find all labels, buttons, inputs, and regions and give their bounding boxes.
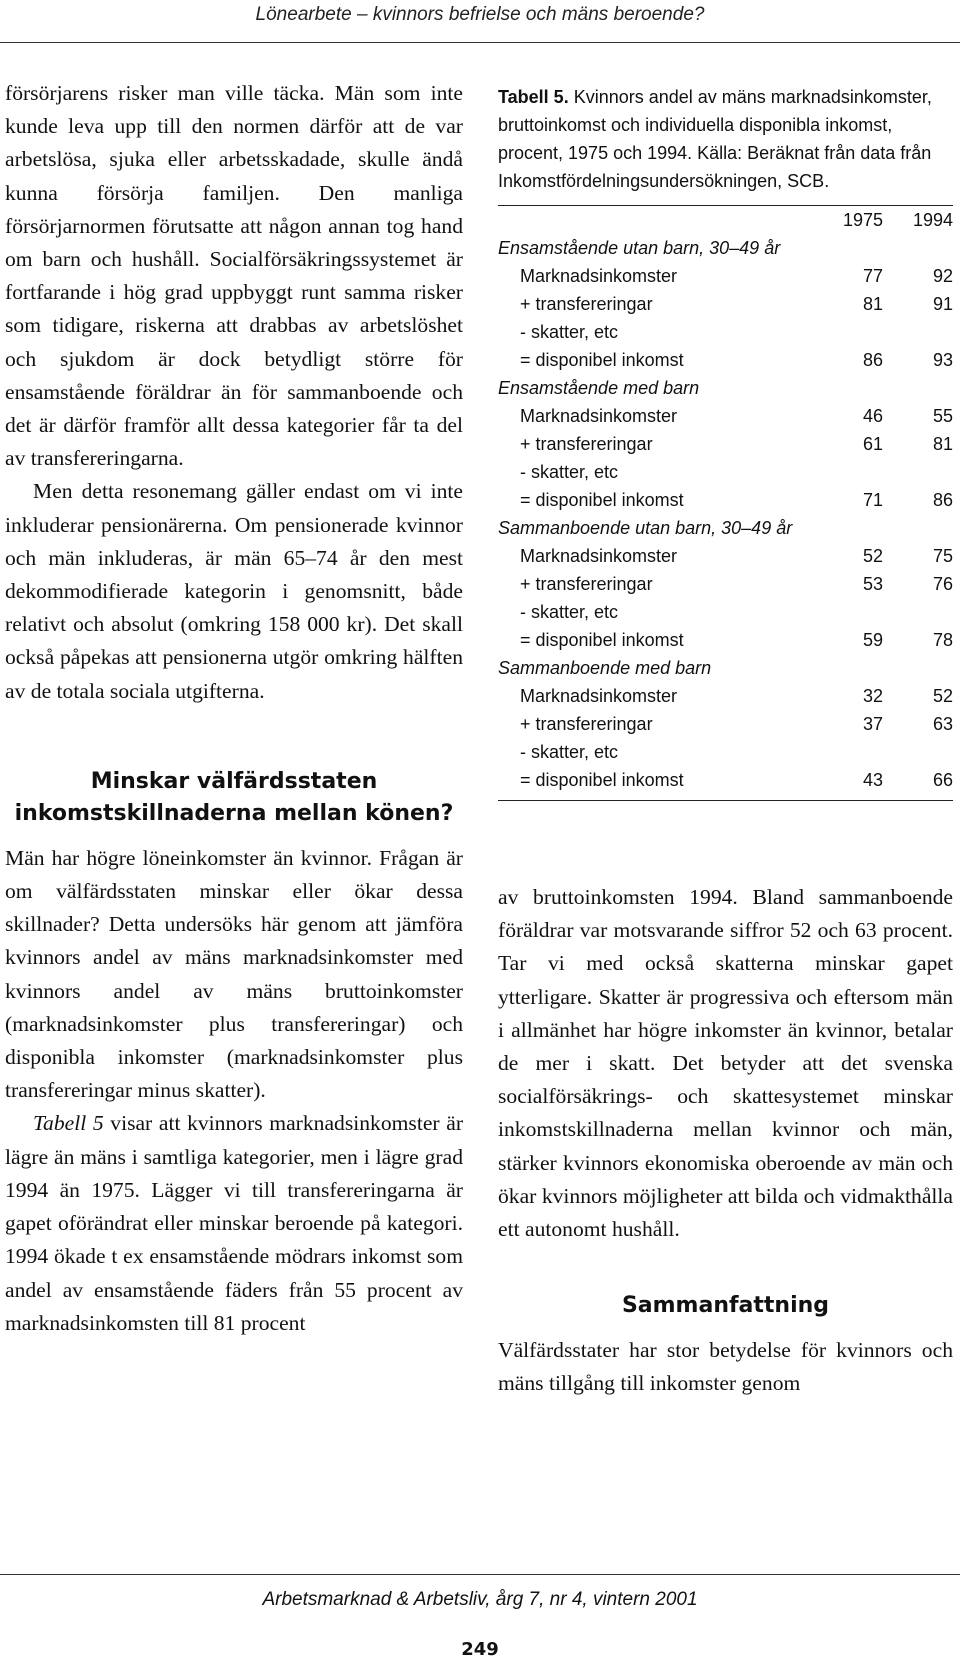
table-row <box>498 598 953 626</box>
cell-1994 <box>883 738 953 766</box>
cell-1994 <box>883 598 953 626</box>
column-header-1975: 1975 <box>842 210 883 230</box>
left-column <box>5 77 463 1340</box>
table-group-title: Sammanboende med barn <box>498 658 712 678</box>
right-column <box>498 83 953 1401</box>
paragraph-text: visar att kvinnors marknadsinkomster är lägre än mäns i samtliga kategorier, men i lägre grad 1994 än 1975. Lägger vi till transfereringarna är gapet oförändrat eller minskar beroende på kategori. 1994 ökade t ex ensamstående mödrars inkomst som andel av ensamstående fäders från 55 procent av marknadsinkomsten till 81 procent <box>5 1111 464 1335</box>
table-row <box>498 430 953 458</box>
row-label: - skatter, etc <box>520 602 619 622</box>
row-label: Marknadsinkomster <box>520 686 678 706</box>
row-label: Marknadsinkomster <box>520 266 678 286</box>
cell-1994: 78 <box>932 630 953 650</box>
table-row <box>498 486 953 514</box>
table-row <box>498 766 953 794</box>
table-header-spacer <box>498 206 813 234</box>
cell-1994: 66 <box>932 770 953 790</box>
table-row <box>498 262 953 290</box>
cell-1994: 52 <box>932 686 953 706</box>
table-row <box>498 346 953 374</box>
cell-1975 <box>813 458 883 486</box>
cell-1975: 77 <box>862 266 883 286</box>
table-row <box>498 738 953 766</box>
cell-1975: 43 <box>862 770 883 790</box>
cell-1975: 61 <box>862 434 883 454</box>
row-label: = disponibel inkomst <box>520 770 684 790</box>
cell-1975: 53 <box>862 574 883 594</box>
cell-1994: 76 <box>932 574 953 594</box>
table-row <box>498 626 953 654</box>
row-label: + transfereringar <box>520 574 653 594</box>
section-heading: Sammanfattning <box>621 1293 830 1319</box>
row-label: = disponibel inkomst <box>520 490 684 510</box>
paragraph: Men detta resonemang gäller endast om vi inte inkluderar pensionärerna. Om pensionerade kvinnor och män inkluderas, är män 65–74 år den mest dekommodifierade kategorin i genomsnitt, både relativt och absolut (omkring 158 000 kr). Det skall också påpekas att pensionerna utgör omkring hälften av de totala sociala utgifterna. <box>5 479 463 703</box>
paragraph: Män har högre löneinkomster än kvinnor. Frågan är om välfärdsstaten minskar eller ökar dessa skillnader? Detta undersöks här genom att jämföra kvinnors andel av mäns marknadsinkomster med kvinnors andel av mäns bruttoinkomster (marknadsinkomster plus transfereringar) och disponibla inkomster (marknadsinkomster plus transfereringar minus skatter). <box>5 845 463 1103</box>
paragraph: försörjarens risker man ville täcka. Män som inte kunde leva upp till den normen därför att de var arbetslösa, sjuka eller arbetsskadade, skulle ändå kunna försörja familjen. Den manliga försörjarnormen förutsatte att någon annan tog hand om barn och hushåll. Socialförsäkringssystemet är fortfarande i hög grad uppbyggt runt samma risker som tidigare, riskerna att drabbas av arbetslöshet och sjukdom är dock betydligt större för ensamstående föräldrar än för sammanboende och det är därför framför allt dessa kategorier får ta del av transfereringarna. <box>5 81 463 471</box>
column-header-1994: 1994 <box>912 210 953 230</box>
cell-1975 <box>813 738 883 766</box>
cell-1994 <box>883 318 953 346</box>
row-label: - skatter, etc <box>520 322 619 342</box>
row-label: = disponibel inkomst <box>520 630 684 650</box>
cell-1994: 75 <box>932 546 953 566</box>
table-row <box>498 290 953 318</box>
cell-1994 <box>883 458 953 486</box>
table-reference: Tabell 5 <box>33 1111 104 1136</box>
cell-1994: 63 <box>932 714 953 734</box>
table-row <box>498 682 953 710</box>
cell-1975: 46 <box>862 406 883 426</box>
page-number: 249 <box>461 1639 499 1660</box>
footer-citation: Arbetsmarknad & Arbetsliv, årg 7, nr 4, vintern 2001 <box>262 1589 698 1610</box>
cell-1994: 91 <box>932 294 953 314</box>
paragraph <box>5 1107 463 1339</box>
cell-1994: 55 <box>932 406 953 426</box>
paragraph: av bruttoinkomsten 1994. Bland sammanboende föräldrar var motsvarande siffror 52 och 63 procent. Tar vi med också skatterna minskar gapet ytterligare. Skatter är progressiva och eftersom män i allmänhet har högre inkomster än kvinnor, betalar de mer i skatt. Det betyder att det svenska socialförsäkrings- och skattesystemet minskar inkomstskillnaderna mellan kvinnor och män, stärker kvinnors ekonomiska oberoende av män och ökar kvinnors möjligheter att bilda och vidmakthålla ett autonomt hushåll. <box>498 885 953 1242</box>
cell-1975 <box>813 598 883 626</box>
table-row <box>498 402 953 430</box>
table-row <box>498 542 953 570</box>
table-group-row <box>498 514 953 542</box>
paragraph: Välfärdsstater har stor betydelse för kvinnors och mäns tillgång till inkomster genom <box>498 1338 953 1396</box>
table-group-title: Ensamstående utan barn, 30–49 år <box>498 238 781 258</box>
table-row <box>498 458 953 486</box>
right-text <box>498 881 953 1401</box>
header-rule <box>0 42 960 43</box>
table-header-row <box>498 206 953 234</box>
row-label: = disponibel inkomst <box>520 350 684 370</box>
cell-1994: 93 <box>932 350 953 370</box>
row-label: Marknadsinkomster <box>520 546 678 566</box>
table-row <box>498 570 953 598</box>
table-row <box>498 318 953 346</box>
table-group-title: Sammanboende utan barn, 30–49 år <box>498 518 793 538</box>
table-label: Tabell 5. <box>498 87 569 107</box>
section-heading: Minskar välfärdsstaten inkomstskillnaderna mellan könen? <box>14 768 454 826</box>
table-group-row <box>498 374 953 402</box>
cell-1975: 52 <box>862 546 883 566</box>
table-row <box>498 710 953 738</box>
cell-1975: 59 <box>862 630 883 650</box>
table-group-row <box>498 654 953 682</box>
footer-rule <box>0 1574 960 1575</box>
row-label: - skatter, etc <box>520 742 619 762</box>
cell-1975: 81 <box>862 294 883 314</box>
cell-1975 <box>813 318 883 346</box>
table-bottom-rule <box>498 800 953 801</box>
cell-1975: 32 <box>862 686 883 706</box>
cell-1975: 37 <box>862 714 883 734</box>
row-label: - skatter, etc <box>520 462 619 482</box>
row-label: + transfereringar <box>520 714 653 734</box>
cell-1994: 81 <box>932 434 953 454</box>
table-group-row <box>498 234 953 262</box>
running-head: Lönearbete – kvinnors befrielse och mäns beroende? <box>255 4 705 25</box>
row-label: Marknadsinkomster <box>520 406 678 426</box>
table-caption <box>498 83 953 195</box>
cell-1994: 92 <box>932 266 953 286</box>
table-caption-text: Kvinnors andel av mäns marknadsinkomster, bruttoinkomst och individuella disponibla inkomst, procent, 1975 och 1994. Källa: Beräknat från data från Inkomstfördelningsundersökningen, SCB. <box>498 87 932 191</box>
table-group-title: Ensamstående med barn <box>498 378 700 398</box>
row-label: + transfereringar <box>520 434 653 454</box>
cell-1975: 71 <box>862 490 883 510</box>
row-label: + transfereringar <box>520 294 653 314</box>
income-table <box>498 206 953 794</box>
cell-1975: 86 <box>862 350 883 370</box>
cell-1994: 86 <box>932 490 953 510</box>
